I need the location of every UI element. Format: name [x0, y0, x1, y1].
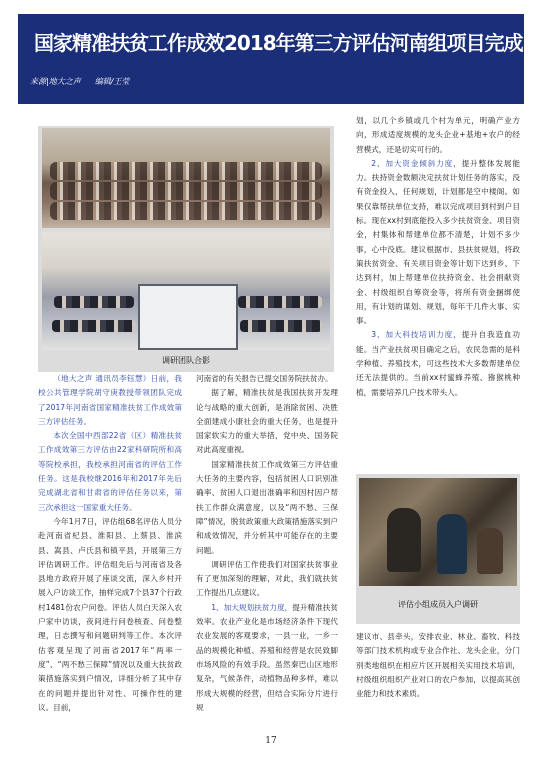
- suggestion-heading: 3、加大科技培训力度，: [371, 330, 462, 340]
- body-paragraph: 建议市、县牵头，安排农业、林业、畜牧、科技等部门技术机构或专业合作社、龙头企业，分门别类地组织在相应片区开展相关实用技术培训，村级组织组织产业对口的农户参加，以提高其创业能力和技术素质。: [356, 632, 520, 699]
- page-number: 17: [265, 736, 277, 746]
- body-paragraph: 今年1月7日，评估组68名评估人员分赴河南省杞县、淮阳县、上蔡县、淮滨县、嵩县、卢氏县和镇平县，开展第三方评估调研工作。评估组先后与河南省及各县地方政府开展了座谈交流，深入乡村开展入户访谈工作，抽样完成7个县37个行政村1481份农户问卷。评估人员白天深入农户家中访谈，夜间进行问卷核查、问卷整理，日志撰写和问题研判等工作。本次评估客观呈现了河南省2017年“两率一度”、“两不愁三保障”情况以及重大扶贫政策措施落实到户情况，详细分析了其中存在的问题并提出针对性、可操作性的建议。目前，: [38, 516, 182, 712]
- body-paragraph: 调研评估工作使我们对国家扶贫事业有了更加深刻的理解，对此，我们就扶贫工作提出几点建议。: [196, 559, 338, 598]
- suggestion-heading: 2、加大资金倾斜力度，: [371, 158, 462, 168]
- editor-label: 编辑/王莹: [94, 77, 130, 86]
- body-paragraph: 划，以几个乡镇或几个村为单元，明确产业方向，形成适度规模的龙头企业+基地+农户的经营模式，还是切实可行的。: [356, 116, 520, 154]
- text-column-1: [38, 372, 182, 715]
- context-paragraph: 本次全国中西部22省（区）精准扶贫工作成效第三方评估由22家科研院所和高等院校承担，我校承担河南省的评估工作任务。这是我校继2016年和2017年先后完成湖北省和甘肃省的评估任务以来，第三次承担这一国家重大任务。: [38, 431, 182, 512]
- body-paragraph: 国家精准扶贫工作成效第三方评估重大任务的主要内容，包括贫困人口识别准确率、贫困人口退出准确率和因村因户帮扶工作群众满意度，以及“两不愁、三保障”情况，脱贫政策重大政策措施落实到户和成效情况，并分析其中可能存在的主要问题。: [196, 459, 338, 555]
- body-paragraph: 河南省的有关报告已提交国务院扶贫办。: [196, 374, 333, 383]
- body-paragraph: 据了解，精准扶贫是我国扶贫开发理论与战略的重大创新，是消除贫困、决胜全面建成小康社会的重大任务，也是提升国家软实力的重大举措，党中央、国务院对此高度重视。: [196, 388, 338, 455]
- article-title: 国家精准扶贫工作成效2018年第三方评估河南组项目完成: [34, 31, 523, 55]
- byline: [30, 76, 129, 87]
- text-column-3: [356, 114, 520, 400]
- visit-photo-caption: 评估小组成员入户调研: [398, 600, 478, 609]
- suggestion-heading: 1、加大规划扶贫力度，: [211, 602, 293, 612]
- suggestion-1: 1、加大规划扶贫力度，提升精准扶贫效率。农业产业化是市场经济条件下现代农业发展的客观要求，一县一业，一乡一品的规模化种植、养殖和经营是农民致脚市场风险的有效手段。虽然秦巴山区地形复杂，气候条件，动植物品种多样，难以形成大规模的经营，但结合实际分片进行规: [196, 602, 338, 712]
- source-label: 来源|地大之声: [30, 77, 81, 86]
- meeting-table: [138, 284, 238, 350]
- household-visit-photo: [359, 478, 517, 586]
- meeting-photo: [42, 232, 330, 350]
- title-banner: [18, 14, 524, 104]
- lead-paragraph: （地大之声 通讯员李钰慧）日前，我校公共管理学院胡守庚教授带领团队完成了2017年河南省国家精准扶贫工作成效第三方评估任务。: [38, 374, 182, 426]
- team-photo-caption: 调研团队合影: [162, 356, 210, 365]
- group-photo: [42, 128, 330, 228]
- suggestion-3: 3、加大科技培训力度，提升自我造血功能。当产业扶贫项目确定之后，农民急需的是科学种植、养殖技术，可这些技术大多数帮建单位还无法提供的。当前xx村蜜蜂养殖、猕猴桃种植，需要培养几户技术带头人。: [356, 330, 520, 397]
- text-column-3-bottom: [356, 630, 520, 701]
- suggestion-2: 2、加大资金倾斜力度，提升整体发展能力。扶持资金数额决定扶贫计划任务的落实，没有资金投入，任何规划，计划都是空中楼阁。如果仅靠帮扶单位支持，难以完成项目到村到户目标。现在xx村到底能投入多少扶贫资金、项目资金，村集体和帮建单位都不清楚，计划不多少事，心中没底。建议根据市、县扶贫规划，将政策扶贫资金、有关项目资金等计划下达到乡、下达到村，加上帮建单位扶持资金、社会捐献资金、村级组织自筹资金等，将所有资金捆绑使用，有计划的谋划、规划，每年干几件大事、实事。: [356, 158, 520, 326]
- text-column-2: [196, 372, 338, 715]
